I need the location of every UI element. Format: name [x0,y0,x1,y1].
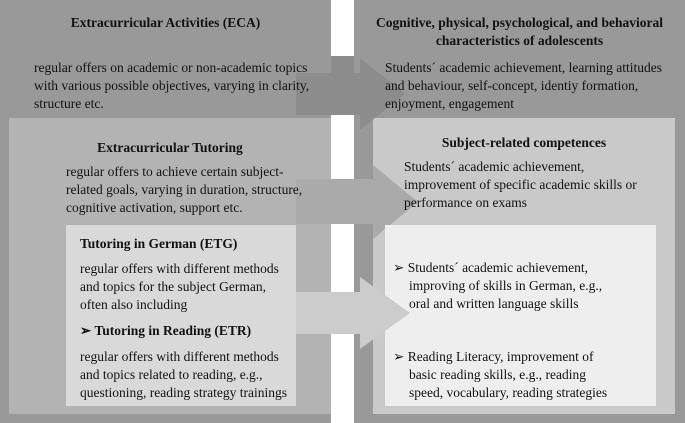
german-outcome-line: oral and written language skills [409,296,579,311]
arrow-german-to-outcomes [296,277,410,349]
competences-desc-line: improvement of specific academic skills or [404,177,637,192]
characteristics-title-line: characteristics of adolescents [435,33,604,48]
competences-title: Subject-related competences [441,135,607,150]
reading-desc-line: regular offers with different methods [80,349,279,364]
tutoring-desc-line: regular offers to achieve certain subject- [66,164,284,179]
german-outcome-line [393,259,588,277]
eca-desc-line: structure etc. [34,96,104,111]
characteristics-desc-line: enjoyment, engagement [385,96,514,111]
reading-outcome-line: basic reading skills, e.g., reading [409,367,586,382]
german-outcome-line: improving of skills in German, e.g., [409,278,603,293]
german-title: Tutoring in German (ETG) [80,236,238,251]
characteristics-desc-line: and behaviour, self-concept, identiy formation, [385,78,639,93]
german-desc-line: often also including [80,297,188,312]
german-desc-line: regular offers with different methods [80,261,279,276]
reading-outcome-line [393,348,594,366]
tutoring-desc-line: cognitive activation, support etc. [66,200,243,215]
eca-desc-line: regular offers on academic or non-academic topics [34,60,308,75]
reading-title: Tutoring in Reading (ETR) [94,323,252,338]
german-desc-line: and topics for the subject German, [80,279,266,294]
eca-desc-line: with various possible objectives, varying in clarity, [34,78,310,93]
german-outcome-text: Students´ academic achievement, [407,260,588,275]
tutoring-desc-line: related goals, varying in duration, structure, [66,182,303,197]
reading-outcome-text: Reading Literacy, improvement of [407,349,594,364]
arrowhead-bullet-icon: ➢ [80,323,92,338]
arrowhead-bullet-icon: ➢ [393,349,405,364]
reading-desc-line: and topics related to reading, e.g., [80,367,263,382]
characteristics-desc-line: Students´ academic achievement, learning attitudes [385,60,663,75]
eca-title: Extracurricular Activities (ECA) [70,15,261,30]
characteristics-title-line: Cognitive, physical, psychological, and behavioral [376,15,663,30]
tutoring-title: Extracurricular Tutoring [97,140,243,155]
arrowhead-bullet-icon: ➢ [393,260,405,275]
reading-title-row [80,322,251,340]
competences-desc-line: performance on exams [404,195,527,210]
reading-desc-line: questioning, reading strategy trainings [80,385,287,400]
competences-desc-line: Students´ academic achievement, [404,159,585,174]
reading-outcome-line: speed, vocabulary, reading strategies [409,385,608,400]
